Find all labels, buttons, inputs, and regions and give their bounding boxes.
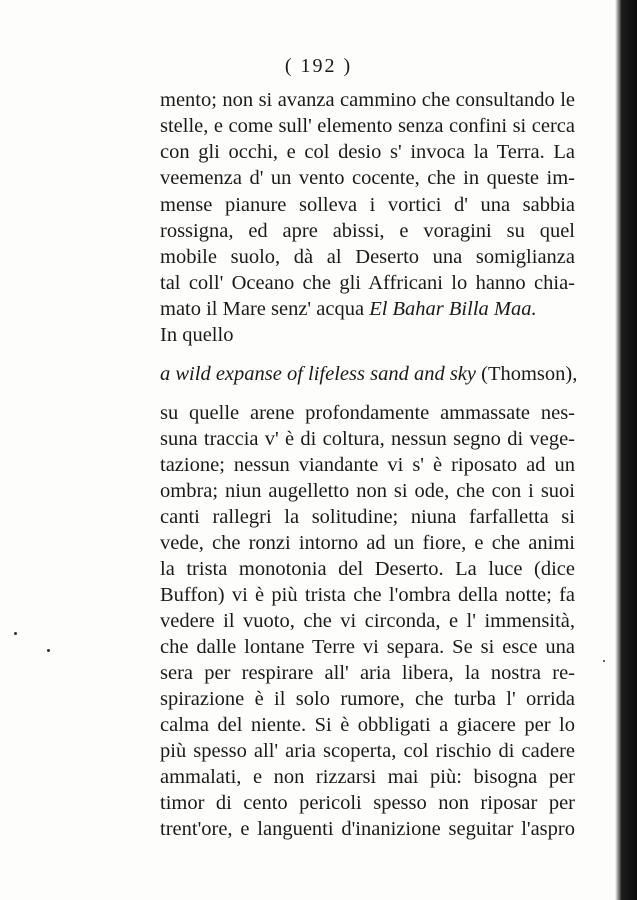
text-line: vede, che ronzi intorno ad un fiore, e che animi: [160, 532, 575, 554]
text-line: trent'ore, e languenti d'inanizione seguitar l'aspro: [160, 818, 575, 840]
text-line: più spesso all' aria scoperta, col rischio di cadere: [160, 740, 575, 762]
text-line: canti rallegri la solitudine; niuna farfalletta si: [160, 506, 575, 528]
text-line: mobile suolo, dà al Deserto una somiglianza: [160, 246, 575, 268]
text-line: timor di cento pericoli spesso non riposar per: [160, 792, 575, 814]
text-span: mato il Mare senz' acqua: [160, 298, 370, 320]
text-line: In quello: [160, 324, 234, 346]
italic-phrase: El Bahar Billa Maa.: [369, 298, 537, 320]
quote-source: (Thomson),: [476, 363, 578, 385]
text-line: veemenza d' un vento cocente, che in queste im-: [160, 167, 575, 189]
text-line: sera per respirare all' aria libera, la nostra re-: [160, 662, 575, 684]
text-line: ammalati, e non rizzarsi mai più: bisogna per: [160, 766, 575, 788]
text-line: mento; non si avanza cammino che consultando le: [160, 89, 575, 111]
quotation: [160, 362, 578, 386]
text-line: con gli occhi, e col desio s' invoca la Terra. La: [160, 141, 575, 163]
text-line: la trista monotonia del Deserto. La luce (dice: [160, 558, 575, 580]
text-line: vedere il vuoto, che vi circonda, e l' immensità,: [160, 610, 575, 632]
text-line: [160, 297, 575, 321]
ink-speck: [603, 660, 605, 662]
text-line: stelle, e come sull' elemento senza confini si cerca: [160, 115, 575, 137]
text-line: Buffon) vi è più trista che l'ombra della notte; fa: [160, 584, 575, 606]
text-line: tal coll' Oceano che gli Affricani lo hanno chia-: [160, 272, 575, 294]
book-binding-edge: [615, 0, 637, 900]
ink-speck: [47, 649, 50, 652]
text-line: spirazione è il solo rumore, che turba l' orrida: [160, 688, 575, 710]
text-line: mense pianure solleva i vortici d' una sabbia: [160, 194, 575, 216]
text-line: rossigna, ed apre abissi, e voragini su quel: [160, 220, 575, 242]
quote-text: a wild expanse of lifeless sand and sky: [160, 363, 476, 385]
page-number: ( 192 ): [284, 55, 353, 77]
text-line: ombra; niun augelletto non si ode, che con i suoi: [160, 480, 575, 502]
text-line: tazione; nessun viandante vi s' è riposato ad un: [160, 454, 575, 476]
ink-speck: [14, 632, 17, 635]
text-line: suna traccia v' è di coltura, nessun segno di vege-: [160, 428, 575, 450]
text-line: su quelle arene profondamente ammassate nes-: [160, 402, 575, 424]
text-line: che dalle lontane Terre vi separa. Se si esce una: [160, 636, 575, 658]
text-line: calma del niente. Si è obbligati a giacere per lo: [160, 714, 575, 736]
